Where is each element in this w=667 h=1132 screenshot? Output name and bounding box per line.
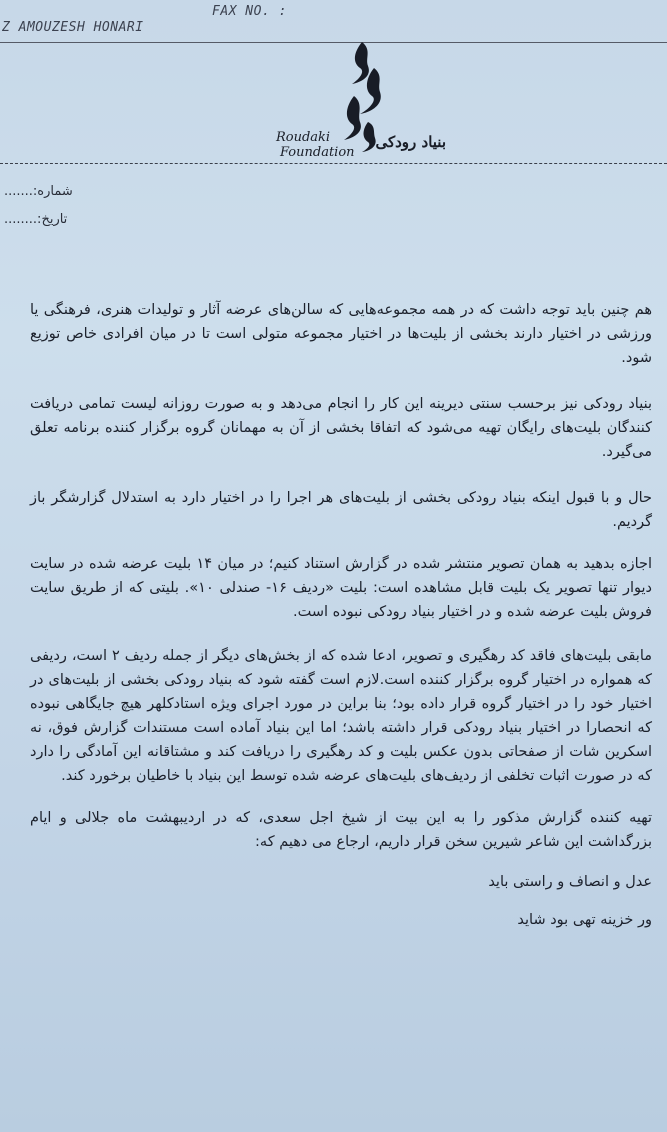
body-paragraph: حال و با قبول اینکه بنیاد رودکی بخشی از بلیت‌های هر اجرا را در اختیار دارد به استدلال گزارشگر باز گردیم.: [30, 490, 652, 530]
letter-body: [30, 298, 652, 946]
foundation-name-en-line2: Foundation: [280, 145, 355, 160]
foundation-name-fa: بنیاد رودکی: [375, 133, 446, 151]
foundation-name-en-line1: Roudaki: [276, 130, 331, 145]
letter-date-field: تاریخ:........: [4, 212, 68, 227]
letter-number-field: شماره:.......: [4, 184, 73, 199]
foundation-logo: [270, 38, 446, 173]
letterhead-divider: [0, 163, 667, 164]
fax-sender: Z AMOUZESH HONARI: [2, 20, 144, 35]
body-paragraph: هم چنین باید توجه داشت که در همه مجموعه‌هایی که سالن‌های عرضه آثار و تولیدات هنری، فرهنگی یا ورزشی در اختیار دارند بخشی از بلیت‌ها در اختیار مجموعه متولی است تا در میان افرادی خاص توزیع شود.: [30, 302, 652, 366]
body-paragraph: اجازه بدهید به همان تصویر منتشر شده در گزارش استناد کنیم؛ در میان ۱۴ بلیت عرضه شده در سایت دیوار تنها تصویر یک بلیت قابل مشاهده است: بلیت «ردیف ۱۶- صندلی ۱۰». بلیتی که از طریق سایت فروش بلیت عرضه شده و در اختیار بنیاد رودکی نبوده است.: [30, 556, 652, 620]
body-paragraph: بنیاد رودکی نیز برحسب سنتی دیرینه این کار را انجام می‌دهد و به صورت روزانه لیست تمامی دریافت کنندگان بلیت‌های رایگان تهیه می‌شود که اتفاقا بخشی از آن به مهمانان گروه برگزار کننده برنامه تعلق می‌گیرد.: [30, 396, 652, 460]
verse-line: ور خزینه تهی بود شاید: [517, 912, 652, 928]
body-paragraph: تهیه کننده گزارش مذکور را به این بیت از شیخ اجل سعدی، که در اردیبهشت ماه جلالی و ایام بزرگداشت این شاعر شیرین سخن قرار داریم، ارجاع می دهیم که:: [30, 810, 652, 850]
foundation-name-en: [276, 130, 355, 160]
verse-line: عدل و انصاف و راستی باید: [488, 874, 652, 890]
body-paragraph: مابقی بلیت‌های فاقد کد رهگیری و تصویر، ادعا شده که از بخش‌های دیگر از جمله ردیف ۲ است، ردیفی که همواره در اختیار گروه برگزار کننده است.لازم است گفته شود که بنیاد رودکی بخشی از بلیت‌های در اختیار خود را در اختیار گروه قرار داده بود؛ بنا براین در مورد اجرای ویژه استادکلهر هیچ جایگاهی نبوده که انحصارا در اختیار بنیاد رودکی قرار داشته باشد؛ اما این بنیاد آماده است مستندات گزارش فوق، نه اسکرین شات از صفحاتی بدون عکس بلیت و کد رهگیری را دریافت کند و مشتاقانه این آمادگی را دارد که در صورت اثبات تخلفی از ردیف‌های بلیت‌های عرضه شده توسط این بنیاد با خاطیان برخورد کند.: [30, 648, 653, 784]
fax-number-label: FAX NO. :: [212, 4, 287, 19]
